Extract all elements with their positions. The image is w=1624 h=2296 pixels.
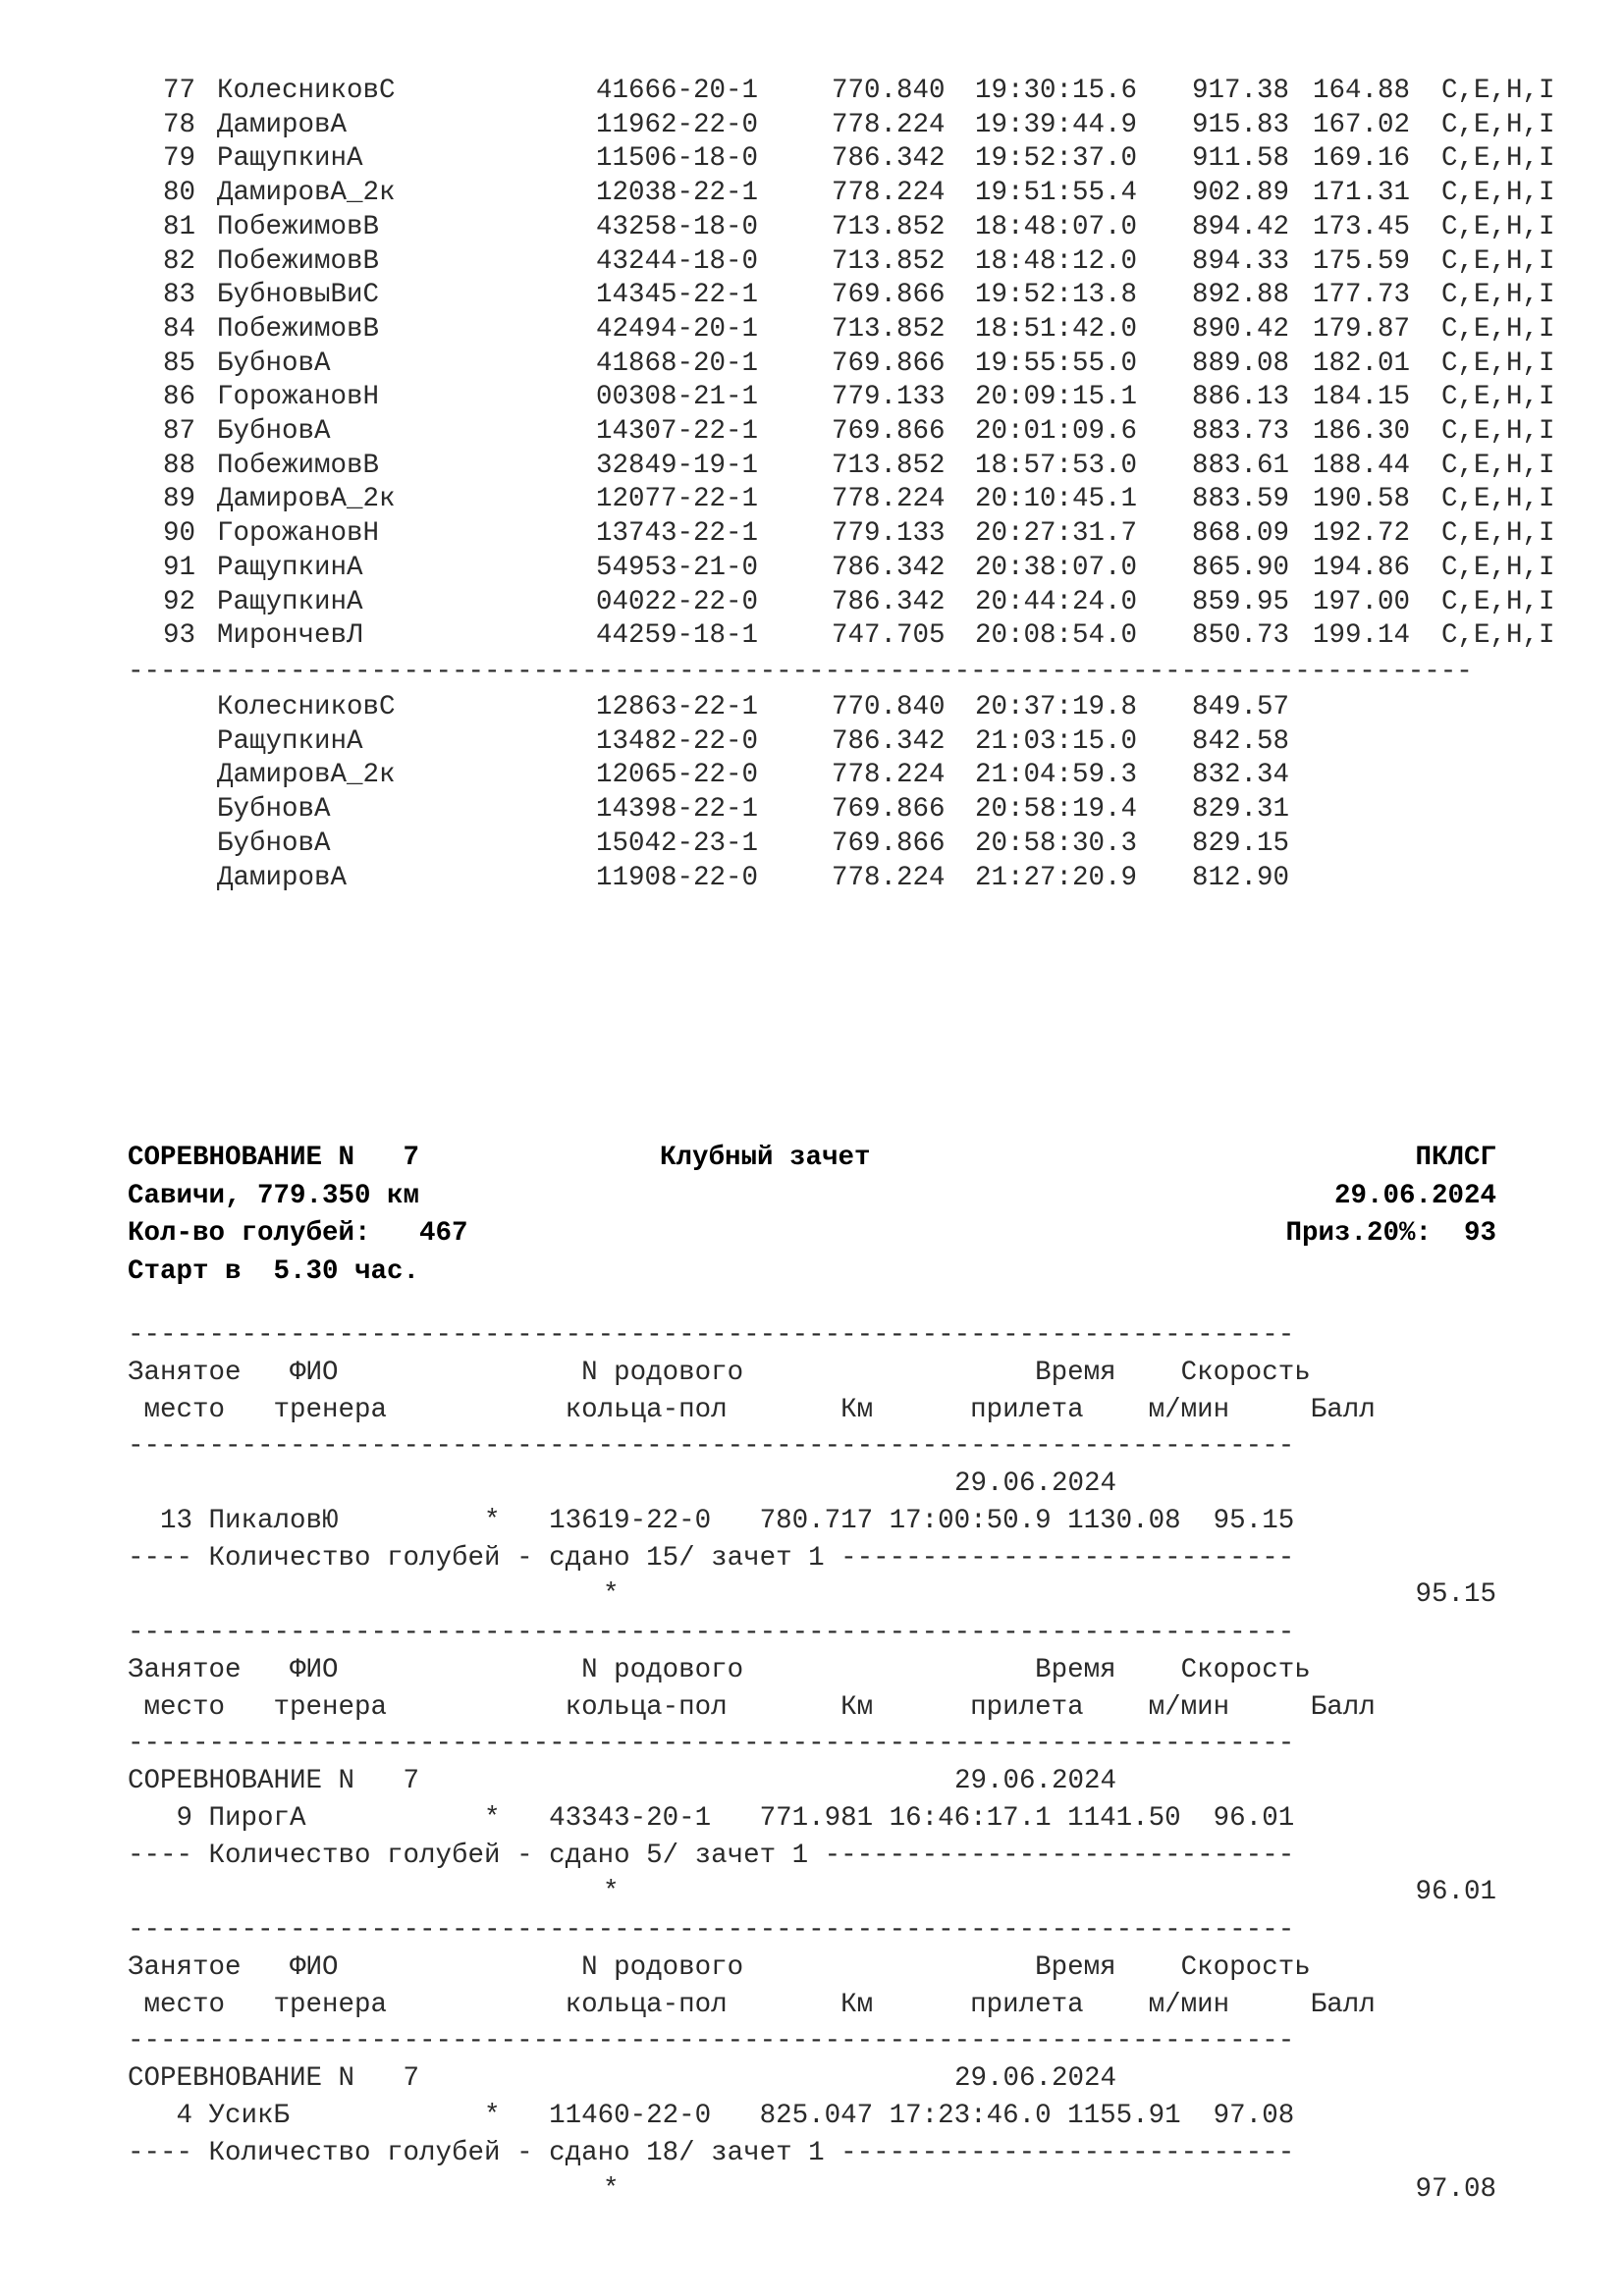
release-location: Савичи, 779.350 км: [128, 1181, 420, 1211]
coef-cell: 190.58: [1313, 484, 1411, 515]
name-cell: ДамировА_2к: [217, 760, 396, 791]
name-cell: РащупкинА: [217, 586, 363, 617]
total-star: *: [603, 1877, 620, 1907]
groups-cell: C,E,H,I: [1441, 347, 1555, 379]
block-date: 29.06.2024: [954, 2063, 1117, 2094]
place-cell: 84: [163, 313, 196, 345]
ring-cell: 13743-22-1: [596, 518, 759, 550]
time-cell: 20:58:30.3: [975, 828, 1138, 859]
coef-cell: 184.15: [1313, 382, 1411, 413]
place-cell: 88: [163, 450, 196, 481]
groups-cell: C,E,H,I: [1441, 245, 1555, 277]
place-cell: 81: [163, 211, 196, 242]
name-cell: ДамировА: [217, 862, 348, 893]
groups-cell: C,E,H,I: [1441, 280, 1555, 311]
km-cell: 778.224: [832, 760, 946, 791]
place-cell: 92: [163, 586, 196, 617]
groups-cell: C,E,H,I: [1441, 76, 1555, 106]
time-cell: 18:48:12.0: [975, 245, 1138, 277]
time-cell: 20:10:45.1: [975, 484, 1138, 515]
ring-cell: 41666-20-1: [596, 76, 759, 106]
name-cell: ПобежимовВ: [217, 245, 380, 277]
km-cell: 786.342: [832, 586, 946, 617]
name-cell: РащупкинА: [217, 552, 363, 583]
place-cell: 78: [163, 109, 196, 140]
groups-cell: C,E,H,I: [1441, 143, 1555, 175]
place-cell: 90: [163, 518, 196, 550]
groups-cell: C,E,H,I: [1441, 313, 1555, 345]
total-star: *: [603, 2174, 620, 2205]
time-cell: 20:58:19.4: [975, 794, 1138, 826]
time-cell: 19:52:37.0: [975, 143, 1138, 175]
speed-cell: 883.73: [1192, 416, 1290, 447]
coef-cell: 164.88: [1313, 76, 1411, 106]
name-cell: ДамировА: [217, 109, 348, 140]
time-cell: 19:52:13.8: [975, 280, 1138, 311]
name-cell: БубновА: [217, 828, 331, 859]
ring-cell: 14345-22-1: [596, 280, 759, 311]
speed-cell: 868.09: [1192, 518, 1290, 550]
speed-cell: 902.89: [1192, 178, 1290, 209]
header-separator: ------------------------------------------------------------------------: [128, 1729, 1295, 1759]
groups-cell: C,E,H,I: [1441, 109, 1555, 140]
groups-cell: C,E,H,I: [1441, 382, 1555, 413]
km-cell: 778.224: [832, 484, 946, 515]
place-cell: 77: [163, 76, 196, 106]
time-cell: 19:55:55.0: [975, 347, 1138, 379]
place-cell: 82: [163, 245, 196, 277]
result-row: 9 ПирогА * 43343-20-1 771.981 16:46:17.1 1141.50 96.01: [128, 1803, 1295, 1834]
groups-cell: C,E,H,I: [1441, 416, 1555, 447]
name-cell: ДамировА_2к: [217, 178, 396, 209]
km-cell: 769.866: [832, 347, 946, 379]
ring-cell: 13482-22-0: [596, 725, 759, 757]
ring-cell: 11506-18-0: [596, 143, 759, 175]
km-cell: 778.224: [832, 862, 946, 893]
name-cell: БубновыВиС: [217, 280, 380, 311]
km-cell: 713.852: [832, 211, 946, 242]
coef-cell: 192.72: [1313, 518, 1411, 550]
name-cell: БубновА: [217, 416, 331, 447]
km-cell: 786.342: [832, 725, 946, 757]
column-header-line2: место тренера кольца-пол Км прилета м/мин Балл: [128, 1990, 1376, 2020]
km-cell: 747.705: [832, 620, 946, 652]
ring-cell: 12077-22-1: [596, 484, 759, 515]
speed-cell: 812.90: [1192, 862, 1290, 893]
km-cell: 778.224: [832, 178, 946, 209]
block-date: 29.06.2024: [954, 1766, 1117, 1796]
result-row: 4 УсикБ * 11460-22-0 825.047 17:23:46.0 1155.91 97.08: [128, 2101, 1295, 2131]
ring-cell: 44259-18-1: [596, 620, 759, 652]
speed-cell: 894.33: [1192, 245, 1290, 277]
summary-line: ---- Количество голубей - сдано 15/ зачет 1 ----------------------------: [128, 1543, 1295, 1574]
km-cell: 713.852: [832, 313, 946, 345]
ring-cell: 12863-22-1: [596, 692, 759, 722]
report-title: Клубный зачет: [660, 1143, 871, 1173]
place-cell: 79: [163, 143, 196, 175]
coef-cell: 179.87: [1313, 313, 1411, 345]
speed-cell: 890.42: [1192, 313, 1290, 345]
name-cell: РащупкинА: [217, 143, 363, 175]
speed-cell: 849.57: [1192, 692, 1290, 722]
total-score: 96.01: [1415, 1877, 1496, 1907]
time-cell: 19:51:55.4: [975, 178, 1138, 209]
time-cell: 20:44:24.0: [975, 586, 1138, 617]
km-cell: 779.133: [832, 382, 946, 413]
ring-cell: 32849-19-1: [596, 450, 759, 481]
pigeon-count: Кол-во голубей: 467: [128, 1218, 468, 1249]
speed-cell: 892.88: [1192, 280, 1290, 311]
ring-cell: 11962-22-0: [596, 109, 759, 140]
groups-cell: C,E,H,I: [1441, 518, 1555, 550]
name-cell: КолесниковС: [217, 76, 396, 106]
name-cell: КолесниковС: [217, 692, 396, 722]
ring-cell: 43258-18-0: [596, 211, 759, 242]
ring-cell: 00308-21-1: [596, 382, 759, 413]
km-cell: 786.342: [832, 552, 946, 583]
km-cell: 770.840: [832, 76, 946, 106]
speed-cell: 829.31: [1192, 794, 1290, 826]
speed-cell: 865.90: [1192, 552, 1290, 583]
column-header-line1: Занятое ФИО N родового Время Скорость: [128, 1655, 1311, 1685]
place-cell: 87: [163, 416, 196, 447]
km-cell: 769.866: [832, 280, 946, 311]
name-cell: РащупкинА: [217, 725, 363, 757]
header-separator: ------------------------------------------------------------------------: [128, 1320, 1295, 1351]
column-header-line1: Занятое ФИО N родового Время Скорость: [128, 1358, 1311, 1388]
time-cell: 20:27:31.7: [975, 518, 1138, 550]
summary-line: ---- Количество голубей - сдано 18/ зачет 1 ----------------------------: [128, 2138, 1295, 2168]
coef-cell: 197.00: [1313, 586, 1411, 617]
speed-cell: 829.15: [1192, 828, 1290, 859]
competition-date: 29.06.2024: [1333, 1181, 1496, 1211]
place-cell: 93: [163, 620, 196, 652]
groups-cell: C,E,H,I: [1441, 450, 1555, 481]
coef-cell: 167.02: [1313, 109, 1411, 140]
speed-cell: 883.59: [1192, 484, 1290, 515]
total-score: 95.15: [1415, 1579, 1496, 1610]
time-cell: 20:38:07.0: [975, 552, 1138, 583]
name-cell: ГорожановН: [217, 518, 380, 550]
ring-cell: 14307-22-1: [596, 416, 759, 447]
place-cell: 86: [163, 382, 196, 413]
km-cell: 769.866: [832, 794, 946, 826]
time-cell: 20:37:19.8: [975, 692, 1138, 722]
ring-cell: 43244-18-0: [596, 245, 759, 277]
name-cell: ДамировА_2к: [217, 484, 396, 515]
place-cell: 91: [163, 552, 196, 583]
name-cell: БубновА: [217, 794, 331, 826]
table-separator: -----------------------------------------------------------------------------------: [128, 657, 1473, 687]
groups-cell: C,E,H,I: [1441, 178, 1555, 209]
time-cell: 18:51:42.0: [975, 313, 1138, 345]
coef-cell: 175.59: [1313, 245, 1411, 277]
groups-cell: C,E,H,I: [1441, 211, 1555, 242]
block-date: 29.06.2024: [954, 1468, 1117, 1499]
time-cell: 18:48:07.0: [975, 211, 1138, 242]
name-cell: ПобежимовВ: [217, 450, 380, 481]
coef-cell: 171.31: [1313, 178, 1411, 209]
groups-cell: C,E,H,I: [1441, 484, 1555, 515]
time-cell: 20:08:54.0: [975, 620, 1138, 652]
speed-cell: 859.95: [1192, 586, 1290, 617]
km-cell: 769.866: [832, 416, 946, 447]
time-cell: 20:09:15.1: [975, 382, 1138, 413]
speed-cell: 886.13: [1192, 382, 1290, 413]
km-cell: 786.342: [832, 143, 946, 175]
column-header-line1: Занятое ФИО N родового Время Скорость: [128, 1952, 1311, 1983]
time-cell: 21:03:15.0: [975, 725, 1138, 757]
coef-cell: 169.16: [1313, 143, 1411, 175]
speed-cell: 832.34: [1192, 760, 1290, 791]
groups-cell: C,E,H,I: [1441, 620, 1555, 652]
coef-cell: 177.73: [1313, 280, 1411, 311]
groups-cell: C,E,H,I: [1441, 586, 1555, 617]
speed-cell: 917.38: [1192, 76, 1290, 106]
time-cell: 19:39:44.9: [975, 109, 1138, 140]
ring-cell: 42494-20-1: [596, 313, 759, 345]
header-separator: ------------------------------------------------------------------------: [128, 1431, 1295, 1462]
speed-cell: 842.58: [1192, 725, 1290, 757]
total-score: 97.08: [1415, 2174, 1496, 2205]
header-separator: ------------------------------------------------------------------------: [128, 1618, 1295, 1648]
km-cell: 713.852: [832, 450, 946, 481]
header-separator: ------------------------------------------------------------------------: [128, 1915, 1295, 1946]
header-separator: ------------------------------------------------------------------------: [128, 2026, 1295, 2056]
ring-cell: 15042-23-1: [596, 828, 759, 859]
name-cell: ГорожановН: [217, 382, 380, 413]
column-header-line2: место тренера кольца-пол Км прилета м/мин Балл: [128, 1692, 1376, 1723]
km-cell: 770.840: [832, 692, 946, 722]
ring-cell: 12065-22-0: [596, 760, 759, 791]
coef-cell: 188.44: [1313, 450, 1411, 481]
speed-cell: 883.61: [1192, 450, 1290, 481]
place-cell: 85: [163, 347, 196, 379]
km-cell: 713.852: [832, 245, 946, 277]
coef-cell: 194.86: [1313, 552, 1411, 583]
place-cell: 80: [163, 178, 196, 209]
ring-cell: 04022-22-0: [596, 586, 759, 617]
competition-label: СОРЕВНОВАНИЕ N 7: [128, 1766, 420, 1796]
ring-cell: 11908-22-0: [596, 862, 759, 893]
prize-count: Приз.20%: 93: [1285, 1218, 1496, 1249]
km-cell: 769.866: [832, 828, 946, 859]
speed-cell: 911.58: [1192, 143, 1290, 175]
time-cell: 19:30:15.6: [975, 76, 1138, 106]
column-header-line2: место тренера кольца-пол Км прилета м/мин Балл: [128, 1395, 1376, 1425]
time-cell: 20:01:09.6: [975, 416, 1138, 447]
total-star: *: [603, 1579, 620, 1610]
club-name: ПКЛСГ: [1415, 1143, 1496, 1173]
speed-cell: 894.42: [1192, 211, 1290, 242]
km-cell: 778.224: [832, 109, 946, 140]
summary-line: ---- Количество голубей - сдано 5/ зачет 1 -----------------------------: [128, 1841, 1295, 1871]
coef-cell: 186.30: [1313, 416, 1411, 447]
speed-cell: 915.83: [1192, 109, 1290, 140]
name-cell: МирончевЛ: [217, 620, 363, 652]
place-cell: 83: [163, 280, 196, 311]
groups-cell: C,E,H,I: [1441, 552, 1555, 583]
competition-label: СОРЕВНОВАНИЕ N 7: [128, 2063, 420, 2094]
time-cell: 21:04:59.3: [975, 760, 1138, 791]
speed-cell: 889.08: [1192, 347, 1290, 379]
name-cell: ПобежимовВ: [217, 211, 380, 242]
result-row: 13 ПикаловЮ * 13619-22-0 780.717 17:00:50.9 1130.08 95.15: [128, 1506, 1295, 1536]
ring-cell: 41868-20-1: [596, 347, 759, 379]
ring-cell: 12038-22-1: [596, 178, 759, 209]
competition-number: СОРЕВНОВАНИЕ N 7: [128, 1143, 420, 1173]
time-cell: 21:27:20.9: [975, 862, 1138, 893]
name-cell: ПобежимовВ: [217, 313, 380, 345]
time-cell: 18:57:53.0: [975, 450, 1138, 481]
coef-cell: 199.14: [1313, 620, 1411, 652]
start-time: Старт в 5.30 час.: [128, 1256, 420, 1287]
ring-cell: 54953-21-0: [596, 552, 759, 583]
place-cell: 89: [163, 484, 196, 515]
speed-cell: 850.73: [1192, 620, 1290, 652]
ring-cell: 14398-22-1: [596, 794, 759, 826]
name-cell: БубновА: [217, 347, 331, 379]
coef-cell: 182.01: [1313, 347, 1411, 379]
coef-cell: 173.45: [1313, 211, 1411, 242]
km-cell: 779.133: [832, 518, 946, 550]
